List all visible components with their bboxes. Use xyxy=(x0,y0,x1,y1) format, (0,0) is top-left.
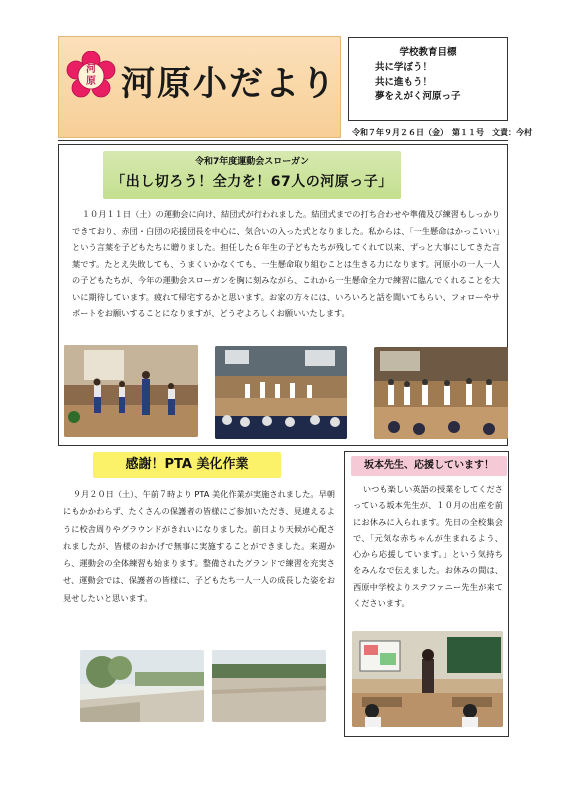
slogan-subtitle: 令和7年度運動会スローガン xyxy=(194,157,310,167)
pta-article xyxy=(63,486,335,607)
goal-line-1: 共に学ぼう！ xyxy=(375,62,433,73)
slogan-banner xyxy=(103,151,401,199)
photo-grounds-1 xyxy=(80,650,204,722)
english-paragraph: いつも楽しい英語の授業をしてくださっている坂本先生が、１０月の出産を前にお休みに入られます。先日の全校集会で、「元気な赤ちゃんが生まれるよう、心から応援しています。」という気持ちをみんなで伝えました。お休みの間は、西原中学校よりステファニー先生が来てくださいます。 xyxy=(353,484,503,609)
sports-day-paragraph: １０月１１日（土）の運動会に向け、結団式が行われました。結団式までの打ち合わせや準備及び練習もしっかりできており、赤団・白団の応援団長を中心に、気合いの入った式となりました。私からは、「一生懸命はかっこいい」という言葉を子どもたちに贈りました。担任した６年生の子どもたちが残してくれて以来、ずっと大事にしてきた言葉です。たとえ失敗しても、うまくいかなくても、一生懸命取り組むことは生きる力になります。河原小の一人一人の子どもたちが、今年の運動会スローガンを胸に刻みながら、これから一生懸命全力で練習に臨んでくれることを大いに期待しています。疲れて帰宅するかと思います。お家の方々には、いろいろと話を聞いてもらい、フォローやサポートをお願いすることになりますが、どうぞよろしくお願いいたします。 xyxy=(72,209,500,318)
logo-text xyxy=(66,64,116,88)
pta-heading-banner xyxy=(93,452,281,478)
photo-classroom xyxy=(352,631,503,727)
slogan-text: 「出し切ろう！全力を！67人の河原っ子」 xyxy=(111,174,393,190)
masthead xyxy=(58,36,341,138)
school-goals-box xyxy=(348,37,508,121)
issue-date-line: 令和７年９月２６日（金） 第１１号 文責：今村 xyxy=(352,128,532,137)
goal-line-2: 共に進もう！ xyxy=(375,76,433,88)
photo-ceremony-1 xyxy=(64,345,198,437)
pta-title: 感謝！PTA 美化作業 xyxy=(125,457,249,472)
english-title: 坂本先生、応援しています！ xyxy=(364,460,494,471)
english-article xyxy=(353,481,503,611)
header-divider xyxy=(58,140,508,141)
sports-day-article xyxy=(72,206,500,322)
school-logo-flower-icon xyxy=(66,51,116,101)
goals-heading: 学校教育目標 xyxy=(399,47,457,58)
logo-text-top: 河 xyxy=(86,64,96,75)
photo-ceremony-3 xyxy=(374,347,508,439)
pta-paragraph: ９月２０日（土）、午前７時より PTA 美化作業が実施されました。早朝にもかかわらず、たくさんの保護者の皆様にご参加いただき、見違えるように校舎周りやグラウンドがきれいになりました。前日より天候が心配されましたが、皆様のおかげで無事に実施することができました。来週から、運動会の全体練習も始まります。整備されたグランドで練習を充実させ、運動会では、保護者の皆様に、子どもたち一人一人の成長した姿をお見せしたいと思います。 xyxy=(63,489,335,603)
goal-line-3: 夢をえがく河原っ子 xyxy=(375,91,461,102)
logo-text-bottom: 原 xyxy=(86,76,96,87)
english-heading-banner xyxy=(351,456,507,476)
photo-ceremony-2 xyxy=(215,346,347,439)
photo-grounds-2 xyxy=(212,650,326,722)
newsletter-title: 河原小だより xyxy=(121,64,337,104)
